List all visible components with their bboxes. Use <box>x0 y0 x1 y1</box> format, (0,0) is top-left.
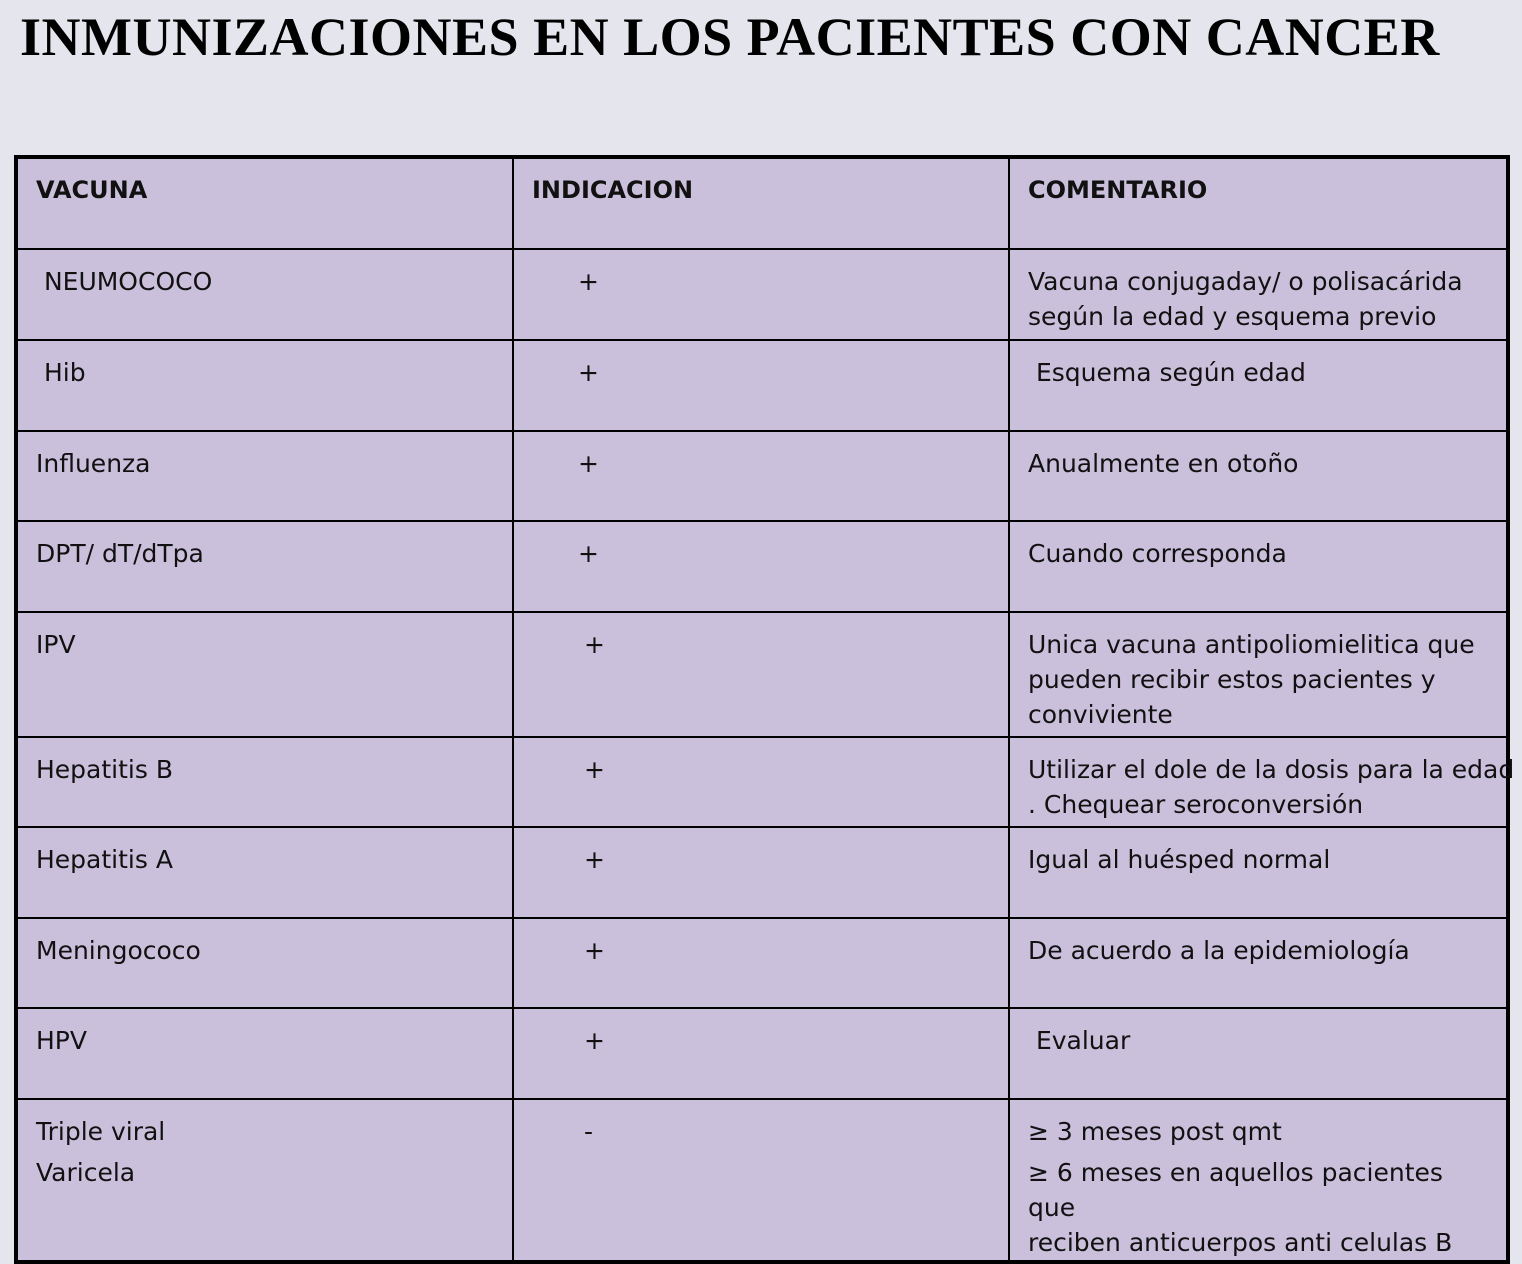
indicacion-cell <box>513 918 1009 1008</box>
indicacion-cell <box>513 737 1009 827</box>
indication-sign: + <box>584 936 605 965</box>
indication-sign: + <box>578 539 599 568</box>
vaccine-table <box>14 155 1515 1264</box>
indication-sign: + <box>584 1026 605 1055</box>
vacuna-cell: Hepatitis B <box>16 737 513 827</box>
header-indicacion: INDICACION <box>513 157 1009 249</box>
indicacion-cell <box>513 1008 1009 1099</box>
table-row <box>16 1099 1508 1262</box>
vacuna-cell: Triple viral Varicela <box>16 1099 513 1262</box>
header-vacuna: VACUNA <box>16 157 513 249</box>
vacuna-cell: HPV <box>16 1008 513 1099</box>
vacuna-cell: Influenza <box>16 431 513 521</box>
table-row <box>16 612 1508 737</box>
indicacion-cell <box>513 340 1009 431</box>
table-header-row <box>16 157 1508 249</box>
indication-sign: - <box>584 1117 594 1146</box>
page-title: INMUNIZACIONES EN LOS PACIENTES CON CANCER <box>20 7 1440 67</box>
vacuna-cell: DPT/ dT/dTpa <box>16 521 513 612</box>
indication-sign: + <box>584 630 605 659</box>
table-row <box>16 827 1508 918</box>
vacuna-cell: Hib <box>16 340 513 431</box>
comentario-cell: Utilizar el dole de la dosis para la edad . Chequear seroconversión <box>1009 737 1508 827</box>
indicacion-cell <box>513 431 1009 521</box>
comentario-cell: Unica vacuna antipoliomielitica que pueden recibir estos pacientes y conviviente <box>1009 612 1508 737</box>
indicacion-cell <box>513 1099 1009 1262</box>
indicacion-cell <box>513 249 1009 340</box>
indicacion-cell <box>513 612 1009 737</box>
comentario-cell: Evaluar <box>1009 1008 1508 1099</box>
comentario-cell: Cuando corresponda <box>1009 521 1508 612</box>
table-row <box>16 431 1508 521</box>
vacuna-cell: Meningococo <box>16 918 513 1008</box>
comentario-cell: Igual al huésped normal <box>1009 827 1508 918</box>
comentario-cell: Esquema según edad <box>1009 340 1508 431</box>
comentario-cell: Vacuna conjugaday/ o polisacárida según la edad y esquema previo <box>1009 249 1508 340</box>
indication-sign: + <box>584 755 605 784</box>
header-comentario: COMENTARIO <box>1009 157 1508 249</box>
table-row <box>16 1008 1508 1099</box>
indicacion-cell <box>513 521 1009 612</box>
indication-sign: + <box>584 845 605 874</box>
table-row <box>16 737 1508 827</box>
comentario-cell: Anualmente en otoño <box>1009 431 1508 521</box>
indication-sign: + <box>578 267 599 296</box>
indication-sign: + <box>578 449 599 478</box>
comentario-cell: De acuerdo a la epidemiología <box>1009 918 1508 1008</box>
table-row <box>16 340 1508 431</box>
table-row <box>16 249 1508 340</box>
comentario-cell: ≥ 3 meses post qmt ≥ 6 meses en aquellos pacientes que reciben anticuerpos anti celulas B <box>1009 1099 1508 1262</box>
vacuna-cell: Hepatitis A <box>16 827 513 918</box>
vacuna-cell: IPV <box>16 612 513 737</box>
indication-sign: + <box>578 358 599 387</box>
table-row <box>16 521 1508 612</box>
indicacion-cell <box>513 827 1009 918</box>
vacuna-cell: NEUMOCOCO <box>16 249 513 340</box>
table-row <box>16 918 1508 1008</box>
